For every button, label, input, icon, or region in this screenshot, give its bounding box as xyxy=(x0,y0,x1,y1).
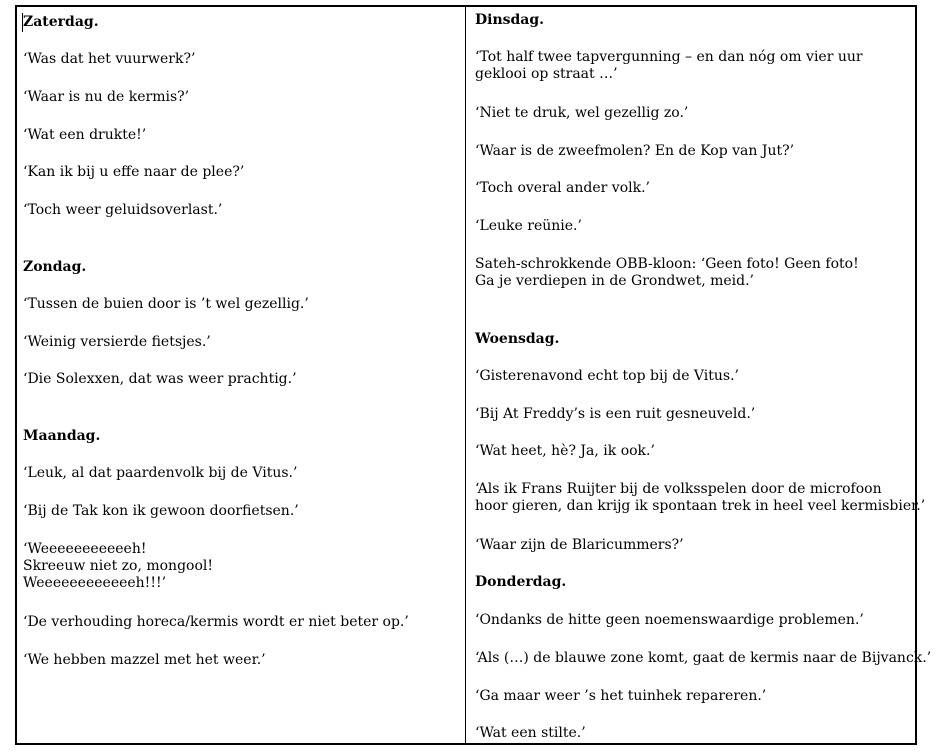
quote: ‘Toch weer geluidsoverlast.’ xyxy=(23,202,223,218)
quote: ‘Waar zijn de Blaricummers?’ xyxy=(475,537,684,553)
quote: ‘Leuke reünie.’ xyxy=(475,218,582,234)
quote: geklooi op straat …’ xyxy=(475,66,618,82)
column-divider xyxy=(465,5,466,745)
quote: Ga je verdiepen in de Grondwet, meid.’ xyxy=(475,273,755,289)
heading-zondag: Zondag. xyxy=(23,259,87,275)
quote: ‘Ga maar weer ’s het tuinhek repareren.’ xyxy=(475,688,767,704)
quote: ‘Ondanks de hitte geen noemenswaardige problemen.’ xyxy=(475,612,864,628)
quote: Skreeuw niet zo, mongool! xyxy=(23,558,213,574)
quote: ‘Tot half twee tapvergunning – en dan nóg om vier uur xyxy=(475,49,863,65)
heading-maandag: Maandag. xyxy=(23,428,101,444)
quote: ‘Wat heet, hè? Ja, ik ook.’ xyxy=(475,443,655,459)
quote: ‘Waar is de zweefmolen? En de Kop van Jut?’ xyxy=(475,143,795,159)
heading-dinsdag: Dinsdag. xyxy=(475,12,545,28)
quote: ‘Leuk, al dat paardenvolk bij de Vitus.’ xyxy=(23,465,298,481)
quote: ‘Was dat het vuurwerk?’ xyxy=(23,51,196,67)
quote: ‘Die Solexxen, dat was weer prachtig.’ xyxy=(23,371,297,387)
quote: Weeeeeeeeeeeeh!!!’ xyxy=(23,575,167,591)
quote: ‘Toch overal ander volk.’ xyxy=(475,180,650,196)
quote: ‘Wat een drukte!’ xyxy=(23,127,147,143)
quote: ‘We hebben mazzel met het weer.’ xyxy=(23,652,266,668)
quote: ‘Als (…) de blauwe zone komt, gaat de kermis naar de Bijvanck.’ xyxy=(475,650,932,666)
quote: hoor gieren, dan krijg ik spontaan trek in heel veel kermisbier.’ xyxy=(475,498,926,514)
quote: ‘Niet te druk, wel gezellig zo.’ xyxy=(475,105,689,121)
heading-zaterdag: Zaterdag. xyxy=(23,14,99,30)
quote: ‘Gisterenavond echt top bij de Vitus.’ xyxy=(475,368,739,384)
quote: Sateh-schrokkende OBB-kloon: ‘Geen foto! Geen foto! xyxy=(475,256,859,272)
quote: ‘Tussen de buien door is ’t wel gezellig.’ xyxy=(23,296,309,312)
quote: ‘De verhouding horeca/kermis wordt er niet beter op.’ xyxy=(23,614,409,630)
quote: ‘Als ik Frans Ruijter bij de volksspelen door de microfoon xyxy=(475,481,882,497)
quote: ‘Bij At Freddy’s is een ruit gesneuveld.’ xyxy=(475,406,756,422)
heading-donderdag: Donderdag. xyxy=(475,574,567,590)
quote: ‘Weinig versierde fietsjes.’ xyxy=(23,334,211,350)
quote: ‘Wat een stilte.’ xyxy=(475,725,586,741)
quote: ‘Waar is nu de kermis?’ xyxy=(23,89,190,105)
quote: ‘Kan ik bij u effe naar de plee?’ xyxy=(23,164,245,180)
quote: ‘Bij de Tak kon ik gewoon doorfietsen.’ xyxy=(23,503,299,519)
heading-woensdag: Woensdag. xyxy=(475,331,560,347)
quote: ‘Weeeeeeeeeeeh! xyxy=(23,541,147,557)
